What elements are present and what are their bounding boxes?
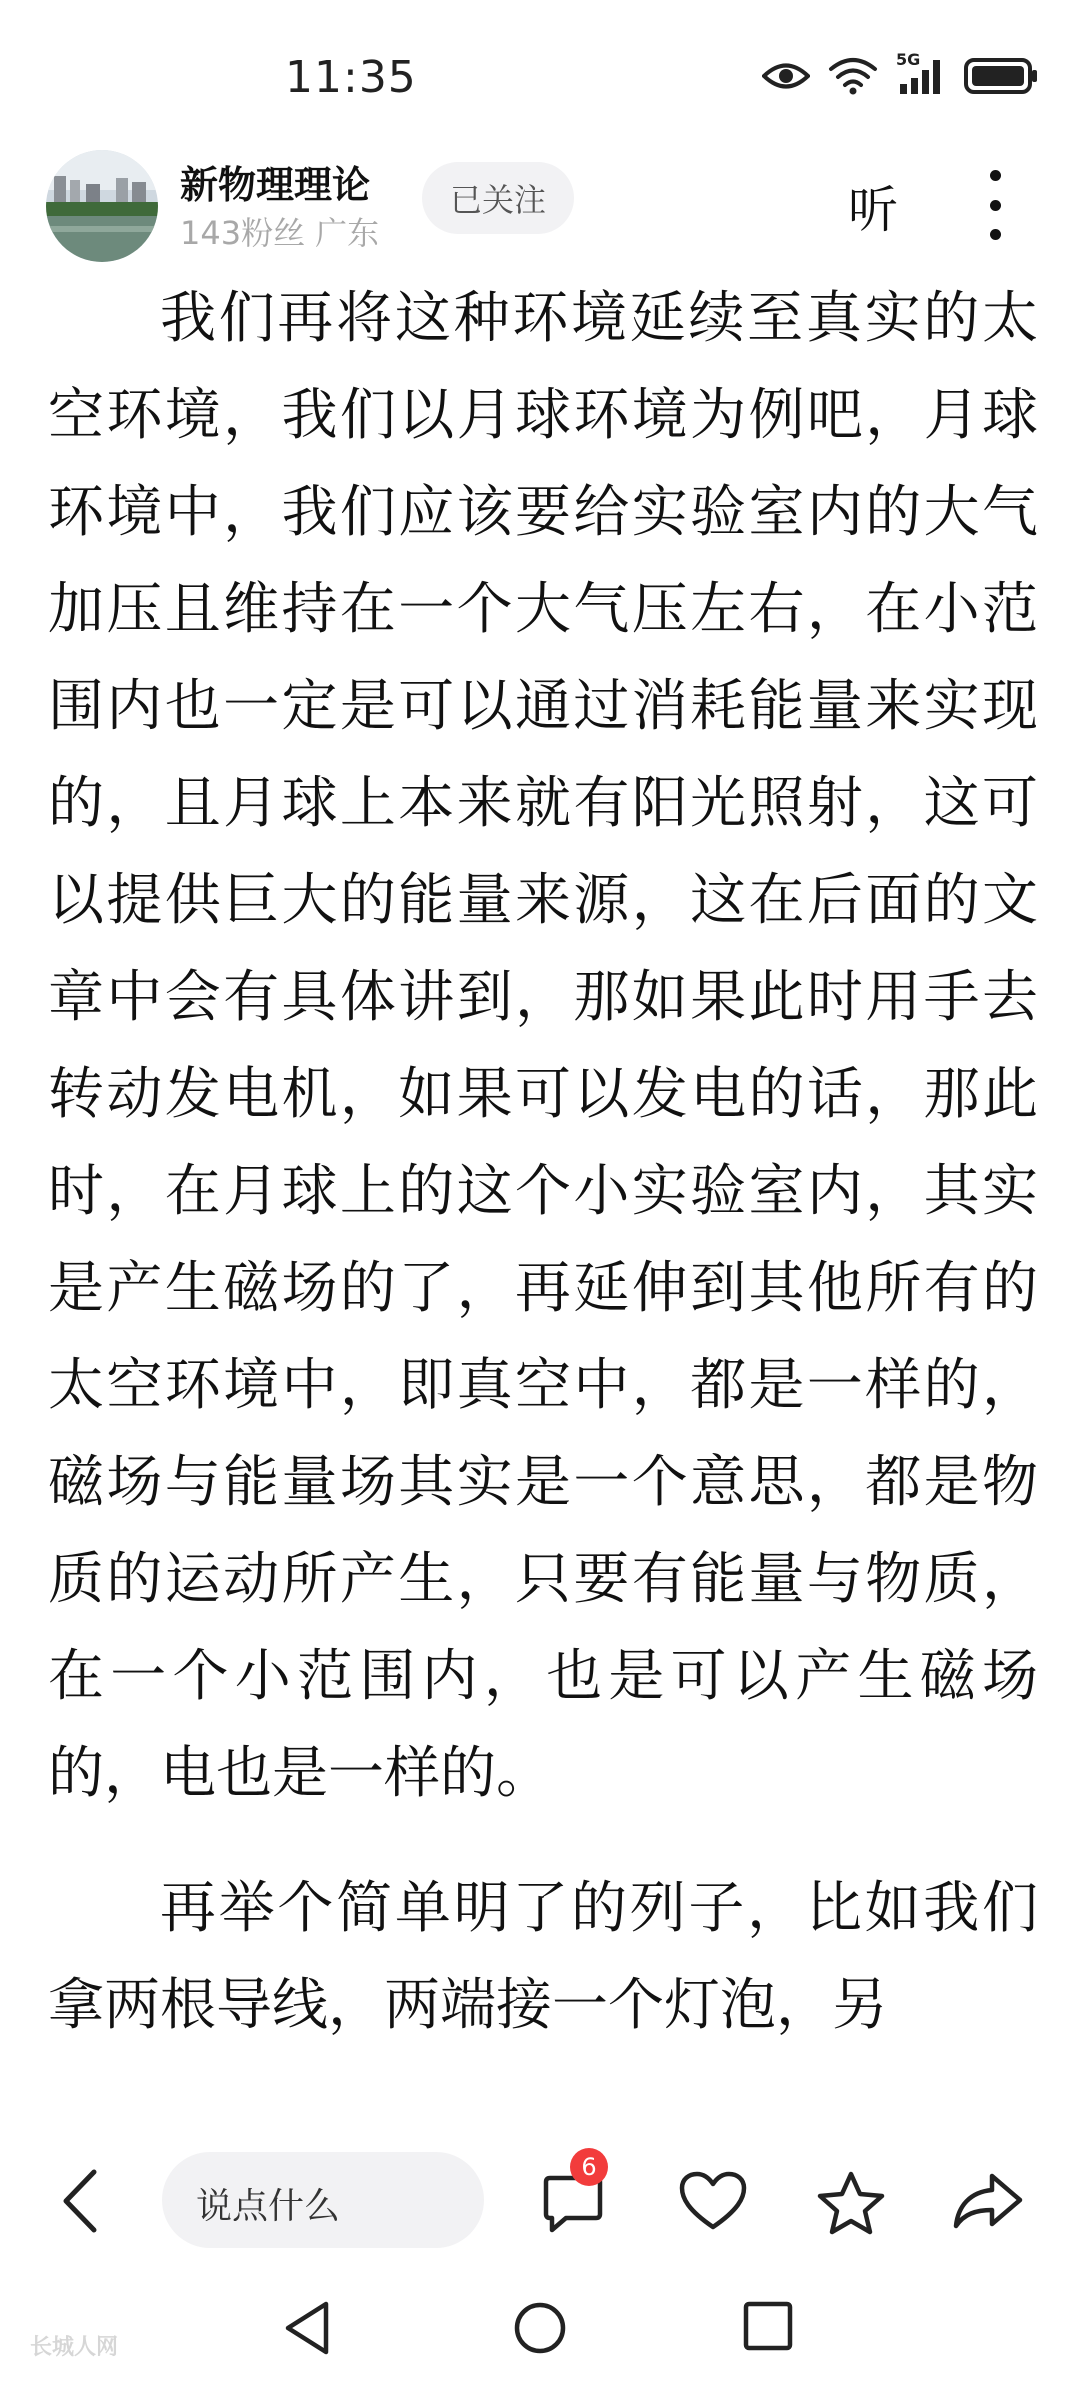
like-icon[interactable] [678, 2170, 748, 2232]
follower-count: 143粉丝 [180, 214, 306, 252]
nav-recents-icon[interactable] [742, 2300, 794, 2352]
comment-count-badge: 6 [570, 2148, 608, 2186]
status-time: 11:35 [285, 52, 417, 103]
nav-back-icon[interactable] [282, 2300, 332, 2356]
favorite-icon[interactable] [816, 2170, 886, 2236]
share-icon[interactable] [952, 2170, 1024, 2232]
nav-home-icon[interactable] [512, 2300, 568, 2356]
battery-icon [964, 57, 1040, 95]
author-location: 广东 [315, 214, 380, 252]
article-paragraph: 我们再将这种环境延续至真实的太空环境，我们以月球环境为例吧，月球环境中，我们应该要给实验室内的大气加压且维持在一个大气压左右，在小范围内也一定是可以通过消耗能量来实现的，且月球上本来就有阳光照射，这可以提供巨大的能量来源，这在后面的文章中会有具体讲到，那如果此时用手去转动发电机，如果可以发电的话，那此时，在月球上的这个小实验室内，其实是产生磁场的了，再延伸到其他所有的太空环境中，即真空中，都是一样的，磁场与能量场其实是一个意思，都是物质的运动所产生，只要有能量与物质，在一个小范围内，也是可以产生磁场的，电也是一样的。 [48, 286, 1038, 1806]
follow-button[interactable]: 已关注 [422, 162, 574, 234]
more-vertical-icon[interactable] [970, 170, 1020, 240]
network-label: 5G [896, 50, 921, 69]
status-bar [0, 0, 1080, 150]
back-icon[interactable] [56, 2166, 106, 2236]
article-paragraph: 再举个简单明了的列子，比如我们拿两根导线，两端接一个灯泡，另 [48, 1876, 1038, 2038]
status-icons [762, 50, 1040, 96]
eye-icon [762, 61, 810, 91]
comment-input[interactable] [162, 2152, 484, 2248]
author-name[interactable]: 新物理理论 [180, 163, 371, 207]
comment-placeholder: 说点什么 [196, 2186, 341, 2227]
author-meta [180, 208, 379, 254]
article-header [0, 140, 1080, 270]
watermark: 长城人网 [30, 2335, 119, 2360]
avatar[interactable] [46, 150, 158, 262]
wifi-icon [828, 57, 878, 95]
signal-5g-icon [896, 50, 946, 96]
listen-button[interactable]: 听 [848, 181, 898, 239]
article-body [48, 270, 1038, 2130]
system-nav-bar [0, 2270, 1080, 2400]
action-bar [0, 2130, 1080, 2270]
